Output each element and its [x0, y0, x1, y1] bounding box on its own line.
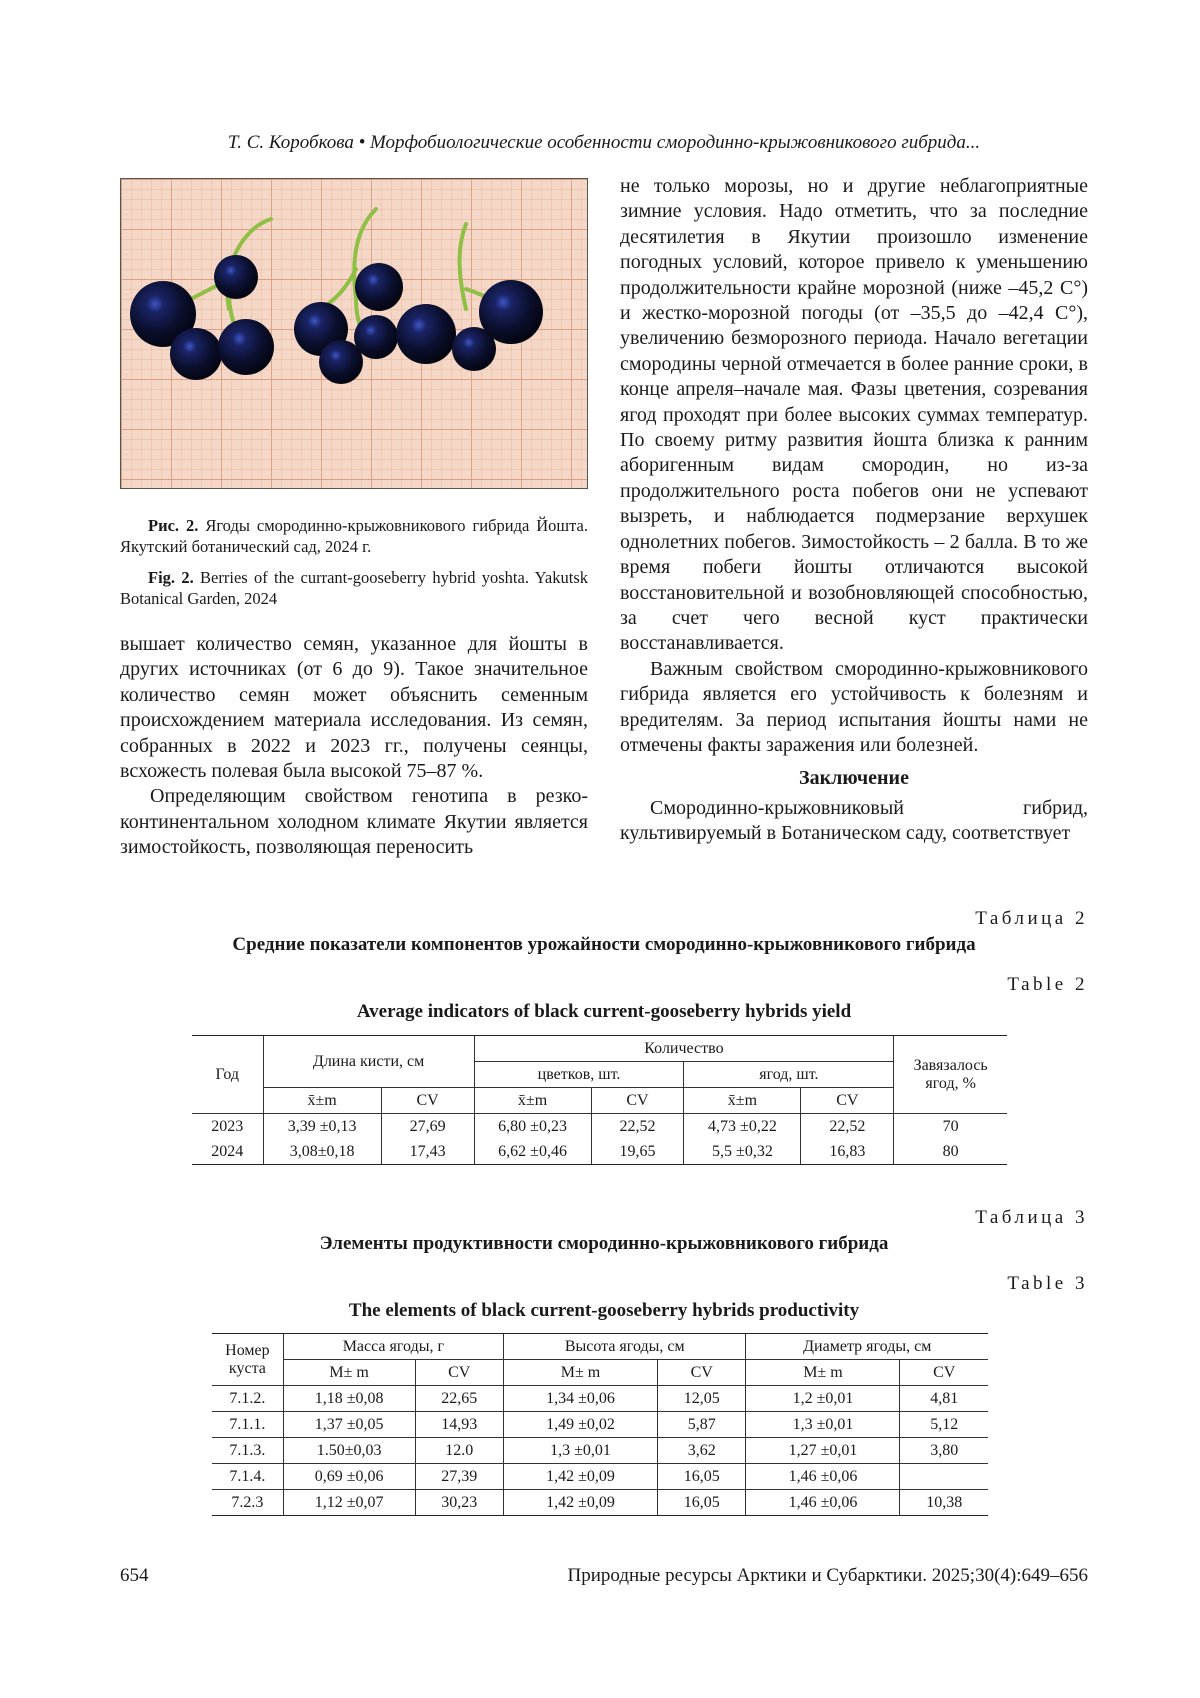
table2-header-cv: CV: [591, 1088, 684, 1114]
table2-cell: 6,62 ±0,46: [474, 1139, 591, 1165]
table3-cell: 7.1.4.: [212, 1464, 283, 1490]
table2-label-en: Table 2: [1007, 974, 1088, 995]
table3-cell: 1,12 ±0,07: [283, 1490, 415, 1516]
section-heading-conclusion: Заключение: [799, 767, 909, 790]
table3-cell: 16,05: [657, 1464, 745, 1490]
table2-cell: 3,39 ±0,13: [263, 1114, 381, 1140]
berries-photo: [120, 178, 588, 489]
table3-header-mass: Масса ягоды, г: [283, 1334, 503, 1360]
left-paragraph-2: Определяющим свойством генотипа в резко-континентальном холодном климате Якутии является зимостойкость, позволяющая переносить: [120, 785, 588, 859]
table2-cell: 22,52: [801, 1114, 894, 1140]
table-row: [212, 1412, 988, 1438]
table3-title-ru: Элементы продуктивности смородинно-крыжовникового гибрида: [319, 1233, 889, 1254]
table3-label-en: Table 3: [1007, 1273, 1088, 1294]
table2: [192, 1035, 1007, 1165]
table2-header-year: Год: [192, 1036, 263, 1114]
table3: [212, 1333, 988, 1516]
table3-cell: 0,69 ±0,06: [283, 1464, 415, 1490]
table3-cell: 27,39: [415, 1464, 503, 1490]
table3-header-cv: CV: [900, 1360, 988, 1386]
table3-cell: 1,49 ±0,02: [503, 1412, 657, 1438]
table3-cell: 3,62: [657, 1438, 745, 1464]
running-head: Т. С. Коробкова • Морфобиологические особенности смородинно-крыжовникового гибрида...: [227, 132, 981, 153]
table3-cell: 1,3 ±0,01: [746, 1412, 900, 1438]
table3-cell: [900, 1464, 988, 1490]
table2-header-berries: ягод, шт.: [684, 1062, 894, 1088]
table3-cell: 7.1.3.: [212, 1438, 283, 1464]
table2-cell: 4,73 ±0,22: [684, 1114, 801, 1140]
table3-cell: 5,12: [900, 1412, 988, 1438]
figure-caption-en-text: Berries of the currant-gooseberry hybrid yoshta. Yakutsk Botanical Garden, 2024: [120, 568, 588, 608]
table3-cell: 1.50±0,03: [283, 1438, 415, 1464]
table3-cell: 5,87: [657, 1412, 745, 1438]
table2-cell: 17,43: [381, 1139, 474, 1165]
figure-label-ru: Рис. 2.: [148, 516, 199, 535]
figure-caption-ru: [120, 515, 588, 557]
table3-header-bush: Номер куста: [212, 1334, 283, 1386]
table3-cell: 14,93: [415, 1412, 503, 1438]
table3-cell: 1,3 ±0,01: [503, 1438, 657, 1464]
table3-cell: 7.2.3: [212, 1490, 283, 1516]
table2-cell: 70: [894, 1114, 1007, 1140]
table2-cell: 22,52: [591, 1114, 684, 1140]
table3-header-cv: CV: [415, 1360, 503, 1386]
table2-cell: 5,5 ±0,32: [684, 1139, 801, 1165]
table3-cell: 1,46 ±0,06: [746, 1464, 900, 1490]
table2-cell: 16,83: [801, 1139, 894, 1165]
table-row: [212, 1464, 988, 1490]
table2-label-ru: Таблица 2: [975, 908, 1088, 929]
table3-header-mean: M± m: [503, 1360, 657, 1386]
table3-cell: 1,2 ±0,01: [746, 1386, 900, 1412]
table3-header-cv: CV: [657, 1360, 745, 1386]
right-paragraph-1: не только морозы, но и другие неблагоприятные зимние условия. Надо отметить, что за последние десятилетия в Якутии произошло изменение погодных условий, которое привело к уменьшению продолжительности крайне морозной (ниже –45,2 С°) и жестко-морозной погоды (от –35,5 до –42,4 С°), увеличению безморозного периода. Начало вегетации смородины черной отмечается в более ранние сроки, в конце апреля–начале мая. Фазы цветения, созревания ягод проходят при более высоких суммах температур. По своему ритму развития йошта близка к ранним аборигенным видам смородин, но из-за продолжительного роста побегов они не успевают вызреть, и наблюдается подмерзание верхушек однолетних побегов. Зимостойкость – 2 балла. В то же время побеги йошты отличаются высокой восстановительной и возобновляющей способностью, за счет чего весной куст практически восстанавливается.: [620, 175, 1088, 655]
right-paragraph-3: Смородинно-крыжовниковый гибрид, культивируемый в Ботаническом саду, соответствует: [620, 796, 1088, 845]
table2-header-mean: x̄±m: [474, 1088, 591, 1114]
table3-header-height: Высота ягоды, см: [503, 1334, 745, 1360]
table3-label-ru: Таблица 3: [975, 1207, 1088, 1228]
table2-header-flowers: цветков, шт.: [474, 1062, 684, 1088]
table2-cell: 2023: [211, 1117, 244, 1135]
table2-cell: 80: [894, 1139, 1007, 1165]
table3-cell: 3,80: [900, 1438, 988, 1464]
table2-title-ru: Средние показатели компонентов урожайности смородинно-крыжовникового гибрида: [232, 934, 976, 955]
figure-caption-en: [120, 567, 588, 609]
table2-header-length: Длина кисти, см: [263, 1036, 474, 1088]
table-row: [212, 1438, 988, 1464]
journal-citation: Природные ресурсы Арктики и Субарктики. 2025;30(4):649–656: [567, 1565, 1088, 1586]
table2-cell: 6,80 ±0,23: [474, 1114, 591, 1140]
table3-cell: 1,42 ±0,09: [503, 1464, 657, 1490]
table3-cell: 30,23: [415, 1490, 503, 1516]
table3-cell: 7.1.1.: [212, 1412, 283, 1438]
table2-title-en: Average indicators of black current-gooseberry hybrids yield: [356, 1001, 852, 1022]
table3-cell: 1,34 ±0,06: [503, 1386, 657, 1412]
right-paragraph-2: Важным свойством смородинно-крыжовникового гибрида является его устойчивость к болезням и вредителям. За период испытания йошты нами не отмечены факты заражения или болезней.: [620, 657, 1088, 756]
right-column-text: [620, 174, 1088, 847]
table3-title-en: The elements of black current-gooseberry hybrids productivity: [348, 1300, 860, 1321]
table2-header-cv: CV: [801, 1088, 894, 1114]
table2-header-quantity: Количество: [474, 1036, 894, 1062]
table-row: [212, 1490, 988, 1516]
page-number: 654: [120, 1565, 149, 1586]
table2-header-cv: CV: [381, 1088, 474, 1114]
left-column-text: [120, 632, 588, 861]
table3-cell: 1,37 ±0,05: [283, 1412, 415, 1438]
table3-cell: 16,05: [657, 1490, 745, 1516]
table2-cell: 2024: [192, 1139, 263, 1165]
table-row: [192, 1139, 1007, 1165]
table3-cell: 10,38: [900, 1490, 988, 1516]
table3-header-diameter: Диаметр ягоды, см: [746, 1334, 988, 1360]
table3-header-mean: M± m: [283, 1360, 415, 1386]
table3-cell: 1,18 ±0,08: [283, 1386, 415, 1412]
table3-cell: 12,05: [657, 1386, 745, 1412]
table2-header-mean: x̄±m: [684, 1088, 801, 1114]
table-row: [192, 1114, 1007, 1140]
table2-cell: 3,08±0,18: [263, 1139, 381, 1165]
table2-cell: 19,65: [591, 1139, 684, 1165]
table3-cell: 22,65: [415, 1386, 503, 1412]
figure-label-en: Fig. 2.: [148, 568, 194, 587]
table3-cell: 12.0: [415, 1438, 503, 1464]
table3-cell: 1,42 ±0,09: [503, 1490, 657, 1516]
table2-header-set: Завязалось ягод, %: [894, 1036, 1007, 1114]
table3-header-mean: M± m: [746, 1360, 900, 1386]
table-row: [212, 1386, 988, 1412]
left-paragraph-1: вышает количество семян, указанное для йошты в других источниках (от 6 до 9). Такое значительное количество семян может объяснить семенным происхождением материала исследования. Из семян, собранных в 2022 и 2023 гг., получены сеянцы, всхожесть полевая была высокой 75–87 %.: [120, 633, 588, 783]
table2-cell: 27,69: [381, 1114, 474, 1140]
table3-cell: 7.1.2.: [212, 1386, 283, 1412]
table2-header-mean: x̄±m: [263, 1088, 381, 1114]
figure-caption-ru-text: Ягоды смородинно-крыжовникового гибрида Йошта. Якутский ботанический сад, 2024 г.: [120, 516, 588, 556]
table3-cell: 4,81: [900, 1386, 988, 1412]
table3-cell: 1,46 ±0,06: [746, 1490, 900, 1516]
table3-cell: 1,27 ±0,01: [746, 1438, 900, 1464]
